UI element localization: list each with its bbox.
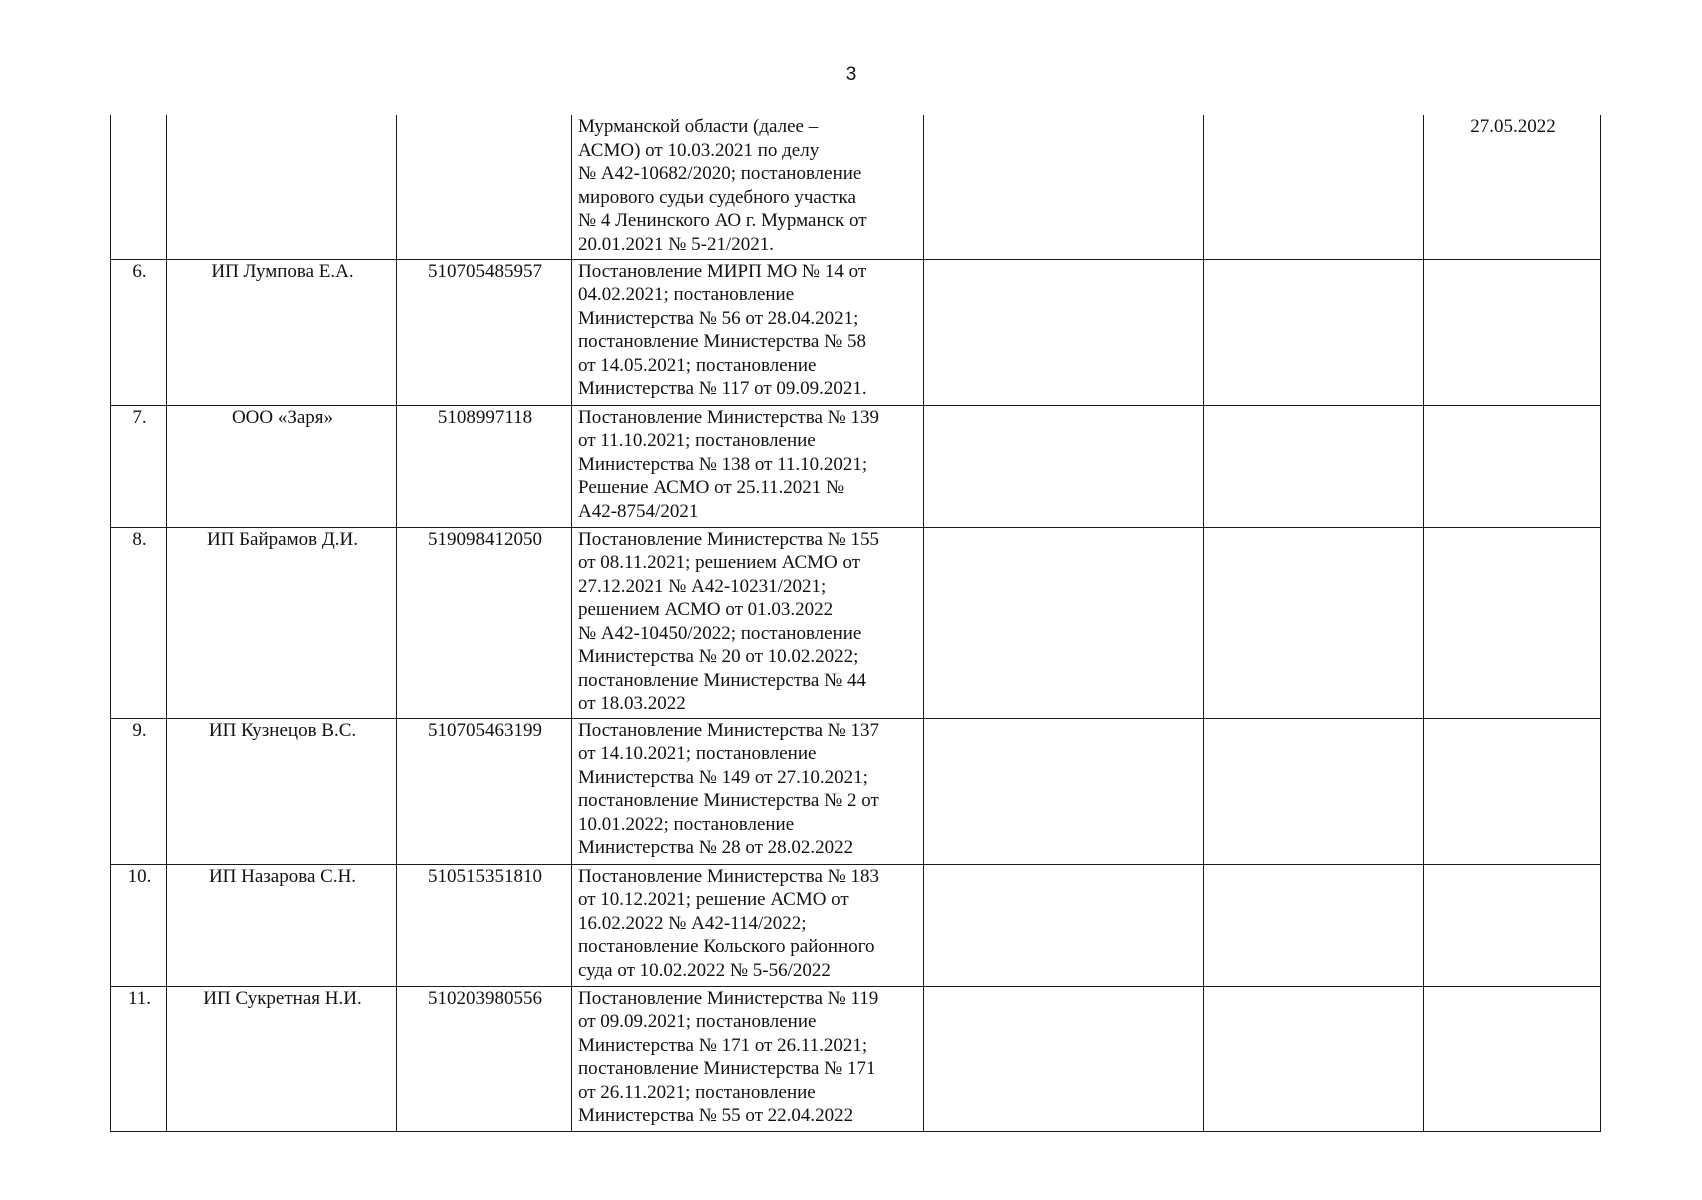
row-number: 6.: [111, 259, 167, 405]
entity-name: ИП Лумпова Е.А.: [167, 259, 397, 405]
date-cell: [1424, 986, 1601, 1131]
row-number: 8.: [111, 527, 167, 718]
basis-cell: Постановление Министерства № 139 от 11.10.2021; постановление Министерства № 138 от 11.10.2021; Решение АСМО от 25.11.2021 № А42-8754/2021: [572, 405, 924, 527]
empty-cell: [924, 718, 1204, 864]
empty-cell: [1204, 986, 1424, 1131]
registry-table: [110, 115, 1601, 1132]
empty-cell: [924, 405, 1204, 527]
inn-cell: 510705485957: [397, 259, 572, 405]
basis-cell: Постановление Министерства № 137 от 14.10.2021; постановление Министерства № 149 от 27.10.2021; постановление Министерства № 2 от 10.01.2022; постановление Министерства № 28 от 28.02.2022: [572, 718, 924, 864]
empty-cell: [1204, 527, 1424, 718]
inn-cell: [397, 115, 572, 259]
entity-name: ИП Байрамов Д.И.: [167, 527, 397, 718]
date-cell: [1424, 259, 1601, 405]
empty-cell: [1204, 115, 1424, 259]
row-number: 9.: [111, 718, 167, 864]
empty-cell: [924, 864, 1204, 986]
date-cell: [1424, 718, 1601, 864]
table-row: [111, 405, 1601, 527]
table-row: [111, 115, 1601, 259]
row-number: 7.: [111, 405, 167, 527]
empty-cell: [1204, 259, 1424, 405]
table-row: [111, 259, 1601, 405]
row-number: 10.: [111, 864, 167, 986]
entity-name: ИП Назарова С.Н.: [167, 864, 397, 986]
table-row: [111, 718, 1601, 864]
inn-cell: 510515351810: [397, 864, 572, 986]
inn-cell: 5108997118: [397, 405, 572, 527]
entity-name: [167, 115, 397, 259]
basis-cell: Постановление Министерства № 155 от 08.11.2021; решением АСМО от 27.12.2021 № А42-10231/2021; решением АСМО от 01.03.2022 № А42-10450/2022; постановление Министерства № 20 от 10.02.2022; постановление Министерства № 44 от 18.03.2022: [572, 527, 924, 718]
empty-cell: [924, 986, 1204, 1131]
basis-cell: Постановление МИРП МО № 14 от 04.02.2021; постановление Министерства № 56 от 28.04.2021; постановление Министерства № 58 от 14.05.2021; постановление Министерства № 117 от 09.09.2021.: [572, 259, 924, 405]
table-row: [111, 986, 1601, 1131]
date-cell: 27.05.2022: [1424, 115, 1601, 259]
empty-cell: [1204, 864, 1424, 986]
date-cell: [1424, 527, 1601, 718]
inn-cell: 519098412050: [397, 527, 572, 718]
page-number: 3: [845, 64, 857, 85]
date-cell: [1424, 864, 1601, 986]
empty-cell: [924, 259, 1204, 405]
empty-cell: [924, 115, 1204, 259]
empty-cell: [1204, 718, 1424, 864]
entity-name: ИП Сукретная Н.И.: [167, 986, 397, 1131]
entity-name: ИП Кузнецов В.С.: [167, 718, 397, 864]
basis-cell: Мурманской области (далее – АСМО) от 10.03.2021 по делу № А42-10682/2020; постановление мирового судьи судебного участка № 4 Ленинского АО г. Мурманск от 20.01.2021 № 5-21/2021.: [572, 115, 924, 259]
row-number: 11.: [111, 986, 167, 1131]
inn-cell: 510705463199: [397, 718, 572, 864]
empty-cell: [1204, 405, 1424, 527]
inn-cell: 510203980556: [397, 986, 572, 1131]
basis-cell: Постановление Министерства № 183 от 10.12.2021; решение АСМО от 16.02.2022 № А42-114/2022; постановление Кольского районного суда от 10.02.2022 № 5-56/2022: [572, 864, 924, 986]
table-row: [111, 527, 1601, 718]
date-cell: [1424, 405, 1601, 527]
empty-cell: [924, 527, 1204, 718]
row-number: [111, 115, 167, 259]
table-row: [111, 864, 1601, 986]
basis-cell: Постановление Министерства № 119 от 09.09.2021; постановление Министерства № 171 от 26.11.2021; постановление Министерства № 171 от 26.11.2021; постановление Министерства № 55 от 22.04.2022: [572, 986, 924, 1131]
entity-name: ООО «Заря»: [167, 405, 397, 527]
